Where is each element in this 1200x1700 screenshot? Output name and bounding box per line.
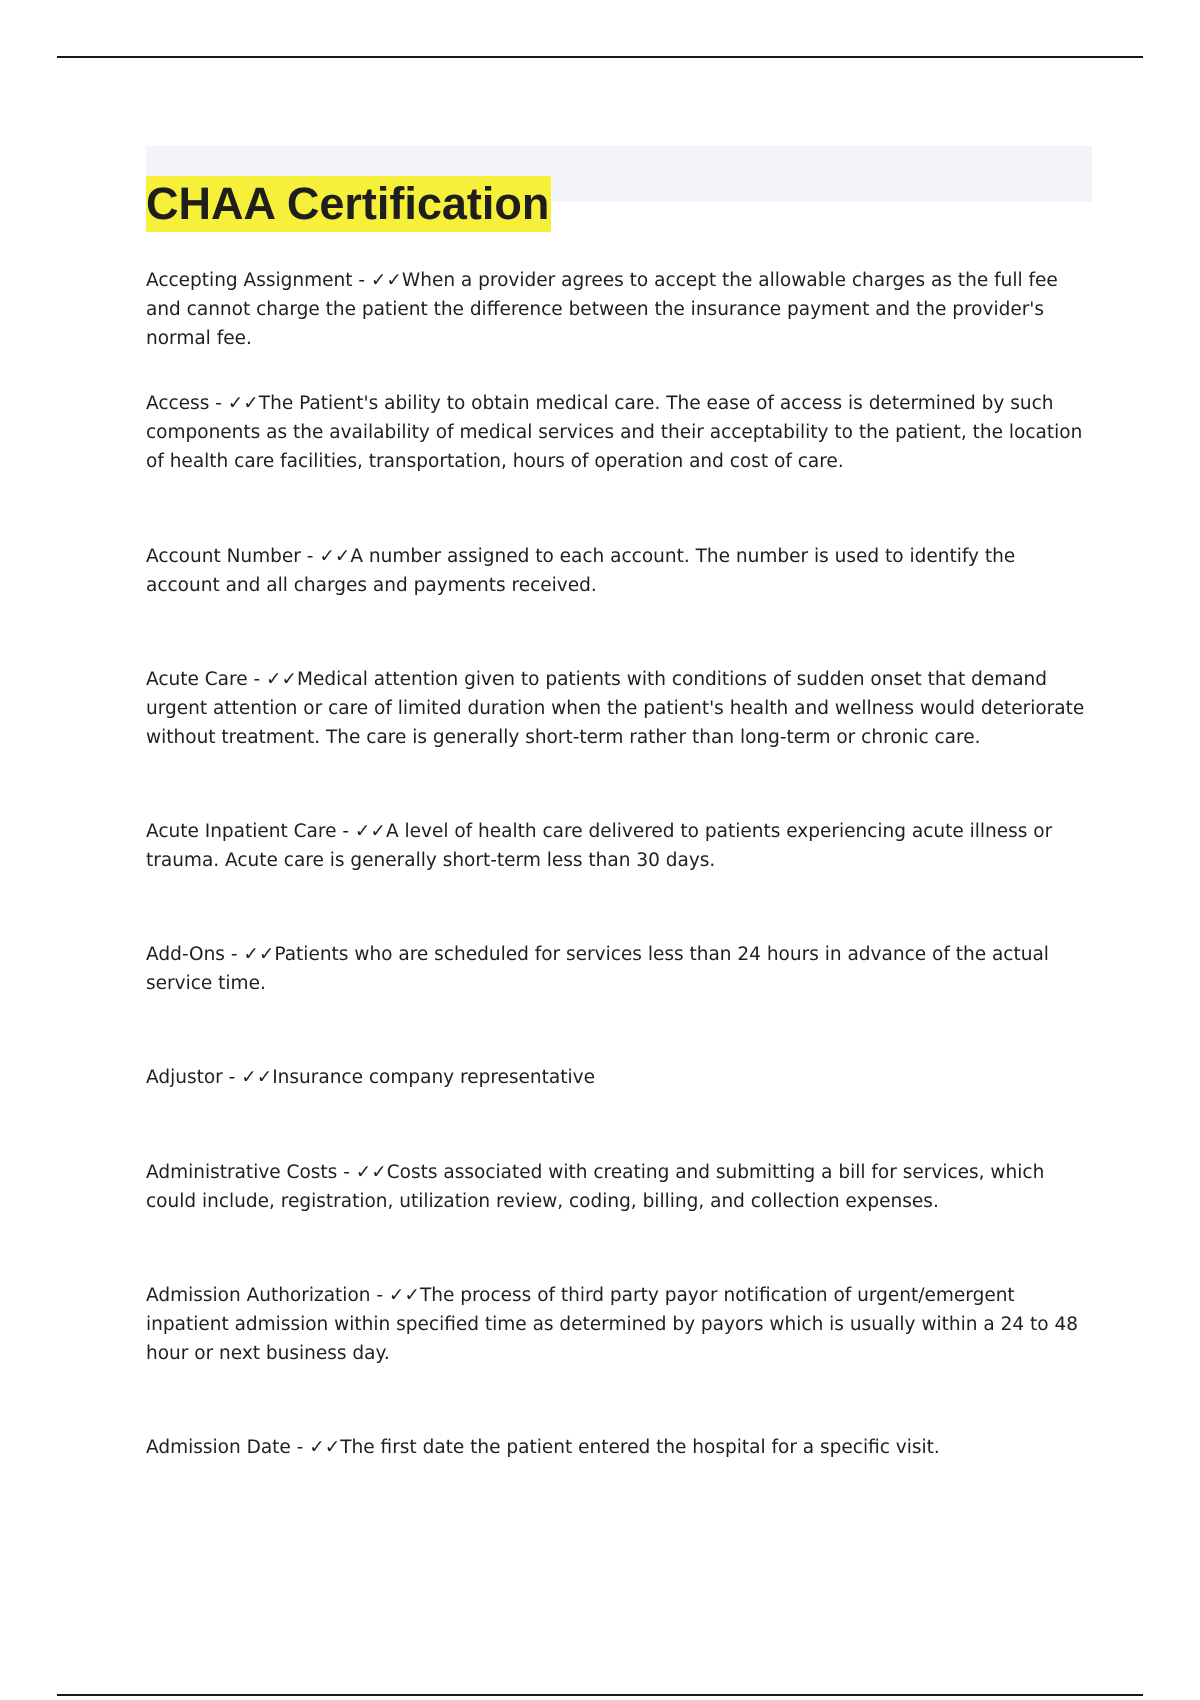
entry-definition: Medical attention given to patients with conditions of sudden onset that demand urgent attention or care of limited duration when the patient's health and wellness would deteriorate without treatment. The care is generally short-term rather than long-term or chronic care.	[146, 668, 1085, 748]
entry-term: Account Number	[146, 545, 301, 567]
glossary-entry	[146, 1433, 1092, 1462]
glossary-entry	[146, 389, 1092, 476]
entry-term: Administrative Costs	[146, 1161, 338, 1183]
bottom-rule	[57, 1694, 1143, 1696]
glossary-entry	[146, 542, 1092, 600]
entry-definition: The process of third party payor notification of urgent/emergent inpatient admission within specified time as determined by payors which is usually within a 24 to 48 hour or next business day.	[146, 1284, 1078, 1364]
entry-term: Accepting Assignment	[146, 269, 353, 291]
top-rule	[57, 56, 1143, 58]
entry-term: Acute Care	[146, 668, 248, 690]
entry-term: Acute Inpatient Care	[146, 820, 337, 842]
glossary-entry	[146, 1158, 1092, 1216]
entry-term: Access	[146, 392, 210, 414]
glossary-entry	[146, 1063, 1092, 1092]
check-marks-icon: - ✓✓	[336, 820, 386, 842]
check-marks-icon: - ✓✓	[222, 1066, 273, 1088]
glossary-entry	[146, 817, 1092, 875]
check-marks-icon: - ✓✓	[290, 1436, 341, 1458]
entry-term: Admission Date	[146, 1436, 291, 1458]
entry-definition: The Patient's ability to obtain medical care. The ease of access is determined by such components as the availability of medical services and their acceptability to the patient, the location of health care facilities, transportation, hours of operation and cost of care.	[146, 392, 1083, 472]
check-marks-icon: - ✓✓	[209, 392, 259, 414]
entry-definition: A number assigned to each account. The number is used to identify the account and all charges and payments received.	[146, 545, 1016, 596]
check-marks-icon: - ✓✓	[247, 668, 298, 690]
check-marks-icon: - ✓✓	[370, 1284, 420, 1306]
entry-term: Adjustor	[146, 1066, 223, 1088]
check-marks-icon: - ✓✓	[224, 943, 275, 965]
entry-definition: Patients who are scheduled for services less than 24 hours in advance of the actual service time.	[146, 943, 1049, 994]
entry-term: Admission Authorization	[146, 1284, 371, 1306]
entry-term: Add-Ons	[146, 943, 225, 965]
glossary-entry	[146, 940, 1092, 998]
glossary-entry	[146, 665, 1092, 752]
entry-definition: Costs associated with creating and submitting a bill for services, which could include, registration, utilization review, coding, billing, and collection expenses.	[146, 1161, 1045, 1212]
document-title: CHAA Certification	[146, 176, 551, 232]
entry-definition: A level of health care delivered to patients experiencing acute illness or trauma. Acute care is generally short-term less than 30 days.	[146, 820, 1053, 871]
check-marks-icon: - ✓✓	[352, 269, 402, 291]
entry-definition: The first date the patient entered the hospital for a specific visit.	[340, 1436, 940, 1458]
check-marks-icon: - ✓✓	[300, 545, 351, 567]
entry-definition: When a provider agrees to accept the allowable charges as the full fee and cannot charge the patient the difference between the insurance payment and the provider's normal fee.	[146, 269, 1058, 349]
glossary-entry	[146, 1281, 1092, 1368]
check-marks-icon: - ✓✓	[337, 1161, 387, 1183]
entry-definition: Insurance company representative	[272, 1066, 595, 1088]
glossary-entry	[146, 266, 1092, 353]
